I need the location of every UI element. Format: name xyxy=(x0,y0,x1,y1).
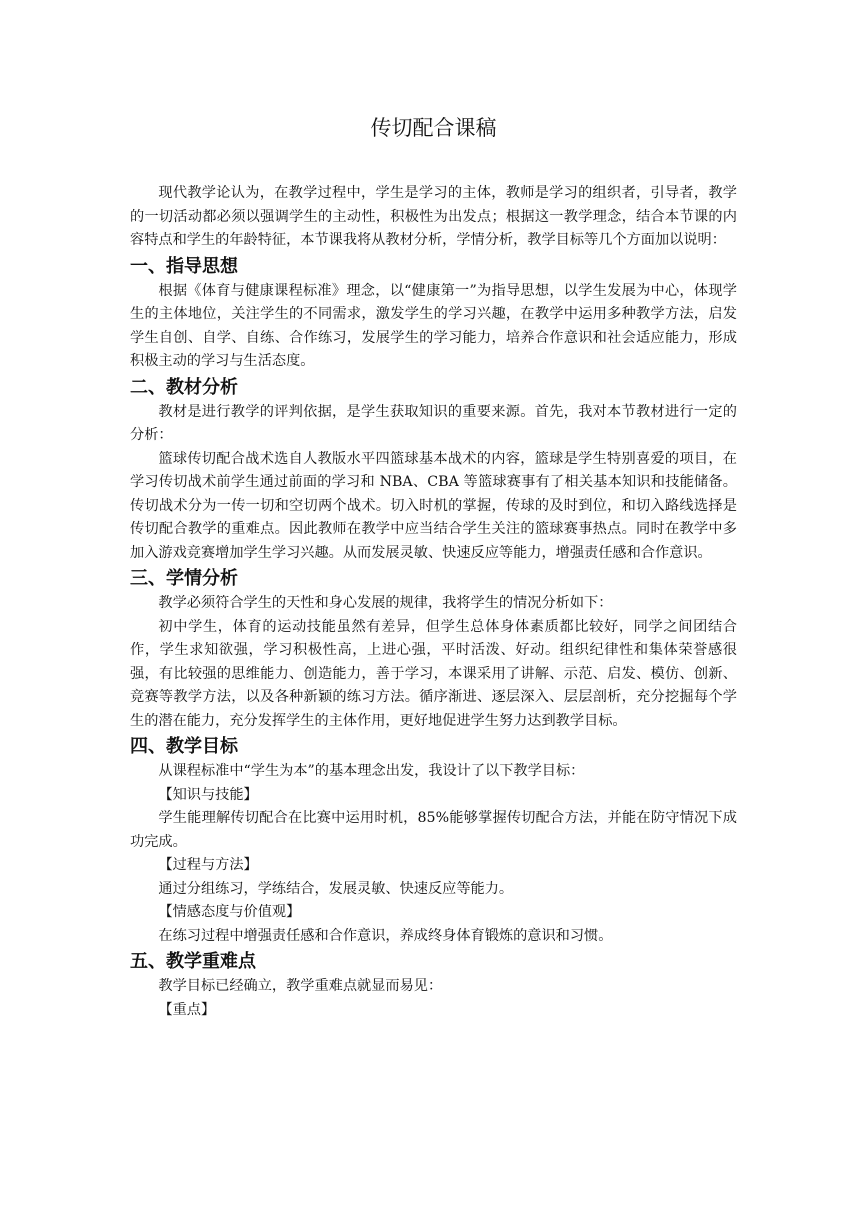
intro-paragraph: 现代教学论认为，在教学过程中，学生是学习的主体，教师是学习的组织者，引导者，教学的一切活动都必须以强调学生的主动性，积极性为出发点；根据这一教学理念，结合本节课的内容特点和学生的年龄特征，本节课我将从教材分析，学情分析，教学目标等几个方面加以说明： xyxy=(130,185,737,248)
section-heading-student-analysis: 三、学情分析 xyxy=(130,568,238,589)
student-analysis-paragraph-2: 初中学生，体育的运动技能虽然有差异，但学生总体身体素质都比较好，同学之间团结合作，学生求知欲强，学习积极性高，上进心强，平时活泼、好动。组织纪律性和集体荣誉感很强，有比较强的思维能力、创造能力，善于学习，本课采用了讲解、示范、启发、模仿、创新、竞赛等教学方法，以及各种新颖的练习方法。循序渐进、逐层深入、层层剖析，充分挖掘每个学生的潜在能力，充分发挥学生的主体作用，更好地促进学生努力达到教学目标。 xyxy=(130,618,737,729)
teaching-objectives-paragraph-1: 从课程标准中“学生为本”的基本理念出发，我设计了以下教学目标： xyxy=(158,763,585,779)
subheading-process-methods: 【过程与方法】 xyxy=(158,857,258,873)
section-heading-teaching-objectives: 四、教学目标 xyxy=(130,736,238,757)
section-heading-key-difficult-points: 五、教学重难点 xyxy=(130,951,256,972)
document-page xyxy=(130,112,737,1022)
key-difficult-points-paragraph: 教学目标已经确立，教学重难点就显而易见： xyxy=(158,978,443,994)
process-methods-paragraph: 通过分组练习，学练结合，发展灵敏、快速反应等能力。 xyxy=(158,880,514,897)
textbook-analysis-paragraph-2: 篮球传切配合战术选自人教版水平四篮球基本战术的内容，篮球是学生特别喜爱的项目，在学习传切战术前学生通过前面的学习和 NBA、CBA 等篮球赛事有了相关基本知识和技能储备。传切战术分为一传一切和空切两个战术。切入时机的掌握，传球的及时到位，和切入路线选择是传切配合教学的重难点。因此教师在教学中应当结合学生关注的篮球赛事热点。同时在教学中多加入游戏竞赛增加学生学习兴趣。从而发展灵敏、快速反应等能力，增强责任感和合作意识。 xyxy=(130,450,737,561)
subheading-key-points: 【重点】 xyxy=(158,1001,216,1018)
student-analysis-paragraph-1: 教学必须符合学生的天性和身心发展的规律，我将学生的情况分析如下： xyxy=(158,595,613,611)
guiding-ideology-paragraph: 根据《体育与健康课程标准》理念，以“健康第一”为指导思想，以学生发展为中心，体现学生的主体地位，关注学生的不同需求，激发学生的学习兴趣，在教学中运用多种教学方法，启发学生自创、自学、自练、合作练习，发展学生的学习能力，培养合作意识和社会适应能力，形成积极主动的学习与生活态度。 xyxy=(130,282,737,369)
subheading-emotions-values: 【情感态度与价值观】 xyxy=(158,904,301,920)
subheading-knowledge-skills: 【知识与技能】 xyxy=(158,786,258,803)
textbook-analysis-paragraph-1: 教材是进行教学的评判依据，是学生获取知识的重要来源。首先，我对本节教材进行一定的分析： xyxy=(130,403,737,443)
section-heading-guiding-ideology: 一、指导思想 xyxy=(130,255,238,277)
section-heading-textbook-analysis: 二、教材分析 xyxy=(130,376,238,398)
knowledge-skills-paragraph: 学生能理解传切配合在比赛中运用时机，85%能够掌握传切配合方法，并能在防守情况下成功完成。 xyxy=(130,810,737,850)
emotions-values-paragraph: 在练习过程中增强责任感和合作意识，养成终身体育锻炼的意识和习惯。 xyxy=(158,927,613,944)
document-title: 传切配合课稿 xyxy=(370,116,497,140)
